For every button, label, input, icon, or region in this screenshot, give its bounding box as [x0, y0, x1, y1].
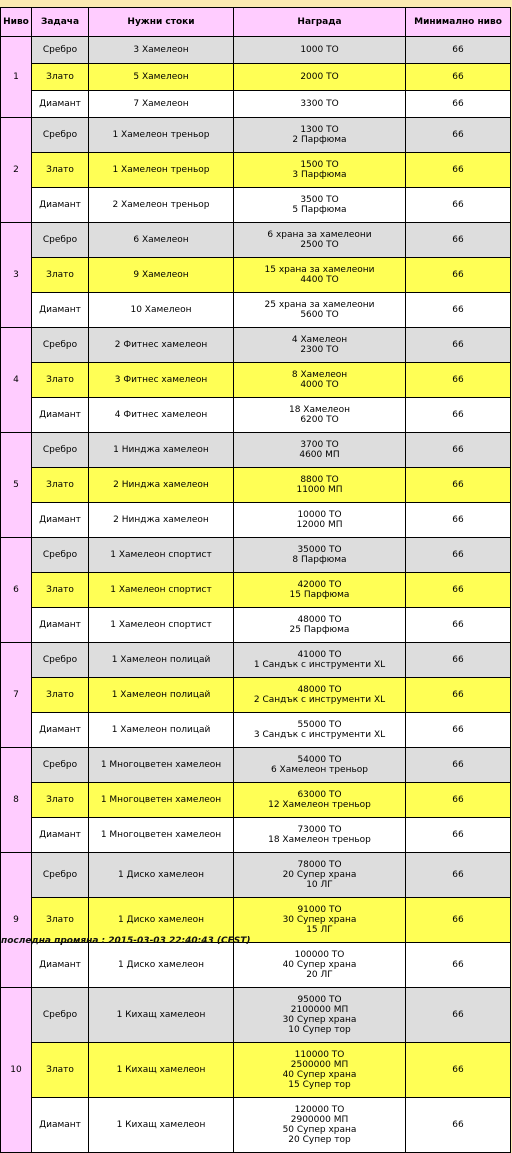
task-cell: Диамант [32, 1098, 89, 1153]
header-reward: Награда [234, 8, 406, 37]
min-level-cell: 66 [406, 91, 511, 118]
min-level-cell: 66 [406, 223, 511, 258]
header-min-level: Минимално ниво [406, 8, 511, 37]
table-row [1, 37, 511, 64]
task-cell: Диамант [32, 398, 89, 433]
reward-line: 95000 ТО [297, 995, 342, 1005]
task-cell: Злато [32, 64, 89, 91]
table-row [1, 118, 511, 153]
reward-cell [234, 678, 406, 713]
needed-goods-cell: 2 Хамелеон треньор [89, 188, 234, 223]
table-row [1, 433, 511, 468]
min-level-cell: 66 [406, 988, 511, 1043]
needed-goods-cell: 1 Хамелеон спортист [89, 538, 234, 573]
reward-line: 41000 ТО [297, 650, 342, 660]
reward-line: 63000 ТО [297, 790, 342, 800]
level-cell: 1 [1, 37, 32, 118]
header-needed-goods: Нужни стоки [89, 8, 234, 37]
reward-line: 54000 ТО [297, 755, 342, 765]
reward-line: 91000 ТО [297, 905, 342, 915]
min-level-cell: 66 [406, 1098, 511, 1153]
reward-cell [234, 573, 406, 608]
min-level-cell: 66 [406, 943, 511, 988]
table-row [1, 783, 511, 818]
reward-line: 2500000 МП [290, 1060, 349, 1070]
needed-goods-cell: 1 Многоцветен хамелеон [89, 783, 234, 818]
reward-line: 25 храна за хамелеони [264, 300, 375, 310]
min-level-cell: 66 [406, 188, 511, 223]
min-level-cell: 66 [406, 643, 511, 678]
min-level-cell: 66 [406, 573, 511, 608]
reward-line: 120000 ТО [294, 1105, 345, 1115]
task-cell: Сребро [32, 328, 89, 363]
min-level-cell: 66 [406, 398, 511, 433]
level-cell: 10 [1, 988, 32, 1153]
last-modified-note: последна промяна : 2015-03-03 22:40:43 (CEST) [1, 936, 251, 946]
needed-goods-cell: 5 Хамелеон [89, 64, 234, 91]
reward-line: 40 Супер храна [282, 1070, 357, 1080]
reward-line: 2300 ТО [300, 345, 339, 355]
min-level-cell: 66 [406, 37, 511, 64]
reward-line: 100000 ТО [294, 950, 345, 960]
table-row [1, 988, 511, 1043]
level-cell: 5 [1, 433, 32, 538]
needed-goods-cell: 1 Диско хамелеон [89, 943, 234, 988]
needed-goods-cell: 7 Хамелеон [89, 91, 234, 118]
reward-cell [234, 468, 406, 503]
reward-cell [234, 783, 406, 818]
reward-line: 35000 ТО [297, 545, 342, 555]
reward-line: 4400 ТО [300, 275, 339, 285]
reward-line: 5 Парфюма [292, 205, 347, 215]
reward-line: 78000 ТО [297, 860, 342, 870]
reward-line: 15 Парфюма [289, 590, 350, 600]
task-cell: Сребро [32, 538, 89, 573]
table-row [1, 91, 511, 118]
table-row [1, 363, 511, 398]
task-cell: Диамант [32, 293, 89, 328]
level-cell: 6 [1, 538, 32, 643]
reward-line: 48000 ТО [297, 685, 342, 695]
reward-line: 2000 ТО [300, 72, 339, 82]
reward-line: 2100000 МП [290, 1005, 349, 1015]
reward-line: 1000 ТО [300, 45, 339, 55]
quests-table-body [1, 37, 511, 1153]
reward-line: 3 Парфюма [292, 170, 347, 180]
needed-goods-cell: 2 Фитнес хамелеон [89, 328, 234, 363]
needed-goods-cell: 1 Хамелеон спортист [89, 608, 234, 643]
reward-line: 2900000 МП [290, 1115, 349, 1125]
reward-line: 3 Сандък с инструменти XL [253, 730, 386, 740]
table-row [1, 573, 511, 608]
task-cell: Злато [32, 363, 89, 398]
reward-cell [234, 64, 406, 91]
header-row [1, 8, 511, 37]
task-cell: Диамант [32, 943, 89, 988]
reward-line: 1300 ТО [300, 125, 339, 135]
reward-line: 3500 ТО [300, 195, 339, 205]
needed-goods-cell: 1 Нинджа хамелеон [89, 433, 234, 468]
table-row [1, 64, 511, 91]
needed-goods-cell: 1 Многоцветен хамелеон [89, 818, 234, 853]
needed-goods-cell: 1 Хамелеон спортист [89, 573, 234, 608]
reward-cell [234, 818, 406, 853]
reward-cell [234, 1043, 406, 1098]
reward-cell [234, 943, 406, 988]
reward-cell [234, 363, 406, 398]
reward-cell [234, 988, 406, 1043]
task-cell: Сребро [32, 37, 89, 64]
min-level-cell: 66 [406, 328, 511, 363]
reward-line: 10000 ТО [297, 510, 342, 520]
reward-line: 4600 МП [299, 450, 340, 460]
reward-cell [234, 398, 406, 433]
reward-line: 2500 ТО [300, 240, 339, 250]
reward-line: 8 Хамелеон [291, 370, 348, 380]
task-cell: Злато [32, 468, 89, 503]
level-cell: 7 [1, 643, 32, 748]
needed-goods-cell: 1 Хамелеон полицай [89, 643, 234, 678]
reward-cell [234, 608, 406, 643]
table-row [1, 943, 511, 988]
task-cell: Злато [32, 678, 89, 713]
reward-line: 20 Супер тор [288, 1135, 351, 1145]
level-cell: 2 [1, 118, 32, 223]
table-row [1, 293, 511, 328]
table-row [1, 398, 511, 433]
table-row [1, 748, 511, 783]
reward-line: 1 Сандък с инструменти XL [253, 660, 386, 670]
reward-line: 73000 ТО [297, 825, 342, 835]
table-row [1, 818, 511, 853]
reward-line: 6 Хамелеон треньор [270, 765, 369, 775]
reward-cell [234, 643, 406, 678]
task-cell: Сребро [32, 853, 89, 898]
reward-line: 18 Хамелеон треньор [268, 835, 371, 845]
reward-line: 12000 МП [296, 520, 343, 530]
task-cell: Злато [32, 898, 89, 943]
reward-line: 6200 ТО [300, 415, 339, 425]
min-level-cell: 66 [406, 293, 511, 328]
task-cell: Сребро [32, 433, 89, 468]
table-row [1, 853, 511, 898]
reward-line: 25 Парфюма [289, 625, 350, 635]
reward-line: 18 Хамелеон [288, 405, 350, 415]
reward-line: 4000 ТО [300, 380, 339, 390]
min-level-cell: 66 [406, 503, 511, 538]
reward-line: 48000 ТО [297, 615, 342, 625]
level-cell: 3 [1, 223, 32, 328]
min-level-cell: 66 [406, 678, 511, 713]
min-level-cell: 66 [406, 433, 511, 468]
reward-cell [234, 1098, 406, 1153]
task-cell: Диамант [32, 818, 89, 853]
needed-goods-cell: 4 Фитнес хамелеон [89, 398, 234, 433]
reward-cell [234, 898, 406, 943]
quests-table-container [0, 7, 512, 1153]
reward-line: 4 Хамелеон [291, 335, 348, 345]
task-cell: Сребро [32, 223, 89, 258]
reward-line: 50 Супер храна [282, 1125, 357, 1135]
min-level-cell: 66 [406, 853, 511, 898]
min-level-cell: 66 [406, 118, 511, 153]
min-level-cell: 66 [406, 1043, 511, 1098]
needed-goods-cell: 1 Кихащ хамелеон [89, 1043, 234, 1098]
reward-line: 15 храна за хамелеони [264, 265, 375, 275]
needed-goods-cell: 1 Хамелеон треньор [89, 118, 234, 153]
reward-line: 2 Сандък с инструменти XL [253, 695, 386, 705]
min-level-cell: 66 [406, 64, 511, 91]
task-cell: Злато [32, 573, 89, 608]
reward-line: 12 Хамелеон треньор [268, 800, 371, 810]
table-row [1, 608, 511, 643]
table-row [1, 678, 511, 713]
task-cell: Диамант [32, 503, 89, 538]
reward-cell [234, 118, 406, 153]
task-cell: Злато [32, 783, 89, 818]
min-level-cell: 66 [406, 783, 511, 818]
min-level-cell: 66 [406, 468, 511, 503]
task-cell: Сребро [32, 118, 89, 153]
reward-line: 10 ЛГ [306, 880, 333, 890]
reward-line: 42000 ТО [297, 580, 342, 590]
task-cell: Диамант [32, 188, 89, 223]
level-cell: 9 [1, 853, 32, 988]
table-row [1, 1043, 511, 1098]
reward-line: 8800 ТО [300, 475, 339, 485]
task-cell: Злато [32, 1043, 89, 1098]
header-task: Задача [32, 8, 89, 37]
reward-cell [234, 503, 406, 538]
reward-cell [234, 37, 406, 64]
reward-cell [234, 538, 406, 573]
reward-line: 30 Супер храна [282, 915, 357, 925]
reward-line: 1500 ТО [300, 160, 339, 170]
reward-line: 3300 ТО [300, 99, 339, 109]
reward-cell [234, 188, 406, 223]
needed-goods-cell: 9 Хамелеон [89, 258, 234, 293]
reward-cell [234, 258, 406, 293]
min-level-cell: 66 [406, 608, 511, 643]
table-row [1, 643, 511, 678]
needed-goods-cell: 2 Нинджа хамелеон [89, 503, 234, 538]
task-cell: Диамант [32, 91, 89, 118]
needed-goods-cell: 1 Хамелеон треньор [89, 153, 234, 188]
reward-line: 10 Супер тор [288, 1025, 351, 1035]
reward-cell [234, 748, 406, 783]
reward-line: 3700 ТО [300, 440, 339, 450]
needed-goods-cell: 1 Кихащ хамелеон [89, 1098, 234, 1153]
needed-goods-cell: 1 Кихащ хамелеон [89, 988, 234, 1043]
table-row [1, 223, 511, 258]
reward-line: 11000 МП [296, 485, 343, 495]
needed-goods-cell: 1 Диско хамелеон [89, 853, 234, 898]
level-cell: 8 [1, 748, 32, 853]
min-level-cell: 66 [406, 713, 511, 748]
table-row [1, 258, 511, 293]
task-cell: Сребро [32, 643, 89, 678]
reward-cell [234, 433, 406, 468]
reward-cell [234, 91, 406, 118]
table-row [1, 713, 511, 748]
min-level-cell: 66 [406, 818, 511, 853]
min-level-cell: 66 [406, 363, 511, 398]
reward-line: 8 Парфюма [292, 555, 347, 565]
min-level-cell: 66 [406, 538, 511, 573]
task-cell: Диамант [32, 608, 89, 643]
reward-line: 110000 ТО [294, 1050, 345, 1060]
reward-line: 20 Супер храна [282, 870, 357, 880]
task-cell: Сребро [32, 748, 89, 783]
needed-goods-cell: 1 Диско хамелеон [89, 898, 234, 943]
needed-goods-cell: 1 Многоцветен хамелеон [89, 748, 234, 783]
table-row [1, 1098, 511, 1153]
min-level-cell: 66 [406, 153, 511, 188]
quests-table [0, 7, 511, 1153]
level-cell: 4 [1, 328, 32, 433]
table-row [1, 503, 511, 538]
min-level-cell: 66 [406, 748, 511, 783]
reward-line: 6 храна за хамелеони [267, 230, 372, 240]
reward-cell [234, 853, 406, 898]
reward-line: 55000 ТО [297, 720, 342, 730]
reward-cell [234, 223, 406, 258]
reward-line: 30 Супер храна [282, 1015, 357, 1025]
table-row [1, 153, 511, 188]
needed-goods-cell: 6 Хамелеон [89, 223, 234, 258]
task-cell: Сребро [32, 988, 89, 1043]
reward-line: 15 Супер тор [288, 1080, 351, 1090]
min-level-cell: 66 [406, 258, 511, 293]
reward-line: 20 ЛГ [306, 970, 333, 980]
header-level: Ниво [1, 8, 32, 37]
task-cell: Злато [32, 258, 89, 293]
task-cell: Злато [32, 153, 89, 188]
reward-cell [234, 293, 406, 328]
reward-line: 40 Супер храна [282, 960, 357, 970]
table-row [1, 188, 511, 223]
reward-line: 5600 ТО [300, 310, 339, 320]
reward-cell [234, 328, 406, 363]
reward-line: 15 ЛГ [306, 925, 333, 935]
table-row [1, 468, 511, 503]
reward-cell [234, 153, 406, 188]
needed-goods-cell: 1 Хамелеон полицай [89, 678, 234, 713]
needed-goods-cell: 2 Нинджа хамелеон [89, 468, 234, 503]
needed-goods-cell: 1 Хамелеон полицай [89, 713, 234, 748]
needed-goods-cell: 3 Хамелеон [89, 37, 234, 64]
min-level-cell: 66 [406, 898, 511, 943]
reward-line: 2 Парфюма [292, 135, 347, 145]
needed-goods-cell: 3 Фитнес хамелеон [89, 363, 234, 398]
table-row [1, 328, 511, 363]
table-row [1, 538, 511, 573]
needed-goods-cell: 10 Хамелеон [89, 293, 234, 328]
reward-cell [234, 713, 406, 748]
task-cell: Диамант [32, 713, 89, 748]
